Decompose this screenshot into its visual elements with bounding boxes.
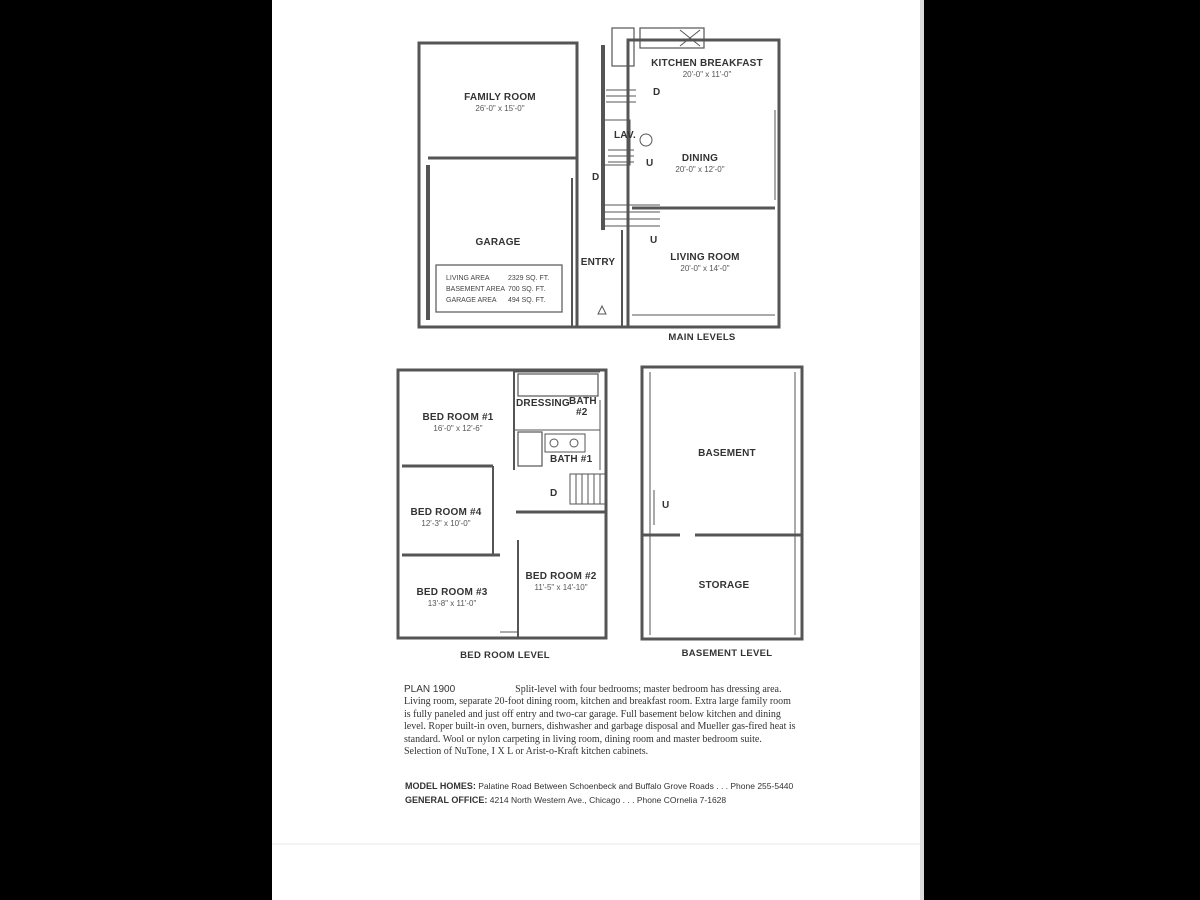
area-value-basement: 700 SQ. FT. bbox=[508, 286, 546, 293]
bed4-dims: 12'-3" x 10'-0" bbox=[421, 519, 471, 528]
main-levels-caption: MAIN LEVELS bbox=[668, 332, 736, 343]
bath2-number: #2 bbox=[576, 407, 588, 418]
bed1-dims: 16'-0" x 12'-6" bbox=[433, 424, 483, 433]
general-office-line bbox=[405, 795, 805, 805]
area-value-garage: 494 SQ. FT. bbox=[508, 297, 546, 304]
marker-d-bed: D bbox=[550, 488, 558, 499]
bed2-dims: 11'-5" x 14'-10" bbox=[534, 583, 588, 592]
dining-label: DINING bbox=[681, 153, 719, 164]
plan-description bbox=[404, 684, 796, 758]
bedroom-level-caption: BED ROOM LEVEL bbox=[460, 650, 550, 661]
model-homes-label: MODEL HOMES: bbox=[405, 781, 476, 791]
bed4-label: BED ROOM #4 bbox=[410, 507, 482, 518]
marker-u-basement: U bbox=[662, 500, 670, 511]
marker-d-main-2: D bbox=[592, 172, 600, 183]
family-room-dims: 26'-0" x 15'-0" bbox=[475, 104, 525, 113]
bed3-dims: 13'-8" x 11'-0" bbox=[427, 599, 477, 608]
dressing-label: DRESSING bbox=[516, 398, 570, 409]
basement-label: BASEMENT bbox=[698, 448, 756, 459]
bath2-label: BATH bbox=[569, 396, 597, 407]
bed2-label: BED ROOM #2 bbox=[525, 571, 597, 582]
plan-number: PLAN 1900 bbox=[404, 684, 456, 695]
area-value-living: 2329 SQ. FT. bbox=[508, 275, 550, 282]
living-room-dims: 20'-0" x 14'-0" bbox=[680, 264, 730, 273]
storage-label: STORAGE bbox=[698, 580, 750, 591]
dining-dims: 20'-0" x 12'-0" bbox=[675, 165, 725, 174]
garage-label: GARAGE bbox=[475, 237, 521, 248]
model-homes-text: Palatine Road Between Schoenbeck and Buffalo Grove Roads . . . Phone 255-5440 bbox=[478, 781, 794, 791]
kitchen-label: KITCHEN BREAKFAST bbox=[651, 58, 763, 69]
kitchen-dims: 20'-0" x 11'-0" bbox=[682, 70, 732, 79]
basement-level-caption: BASEMENT LEVEL bbox=[681, 648, 773, 659]
area-label-basement: BASEMENT AREA bbox=[446, 286, 506, 293]
general-office-label: GENERAL OFFICE: bbox=[405, 795, 488, 805]
area-label-garage: GARAGE AREA bbox=[446, 297, 497, 304]
family-room-label: FAMILY ROOM bbox=[464, 92, 536, 103]
marker-u-main-2: U bbox=[650, 235, 658, 246]
marker-u-main-1: U bbox=[646, 158, 654, 169]
general-office-text: 4214 North Western Ave., Chicago . . . Phone COrnelia 7-1628 bbox=[489, 795, 727, 805]
living-room-label: LIVING ROOM bbox=[670, 252, 740, 263]
lav-label: LAV. bbox=[614, 130, 636, 141]
entry-label: ENTRY bbox=[580, 257, 616, 268]
bed3-label: BED ROOM #3 bbox=[416, 587, 488, 598]
bed1-label: BED ROOM #1 bbox=[422, 412, 494, 423]
plan-description-text: Split-level with four bedrooms; master bedroom has dressing area. Living room, separate 20-foot dining room, kitchen and breakfast room. Extra large family room is fully paneled and just off entry and two-car garage. Full basement below kitchen and dining level. Roper built-in oven, burners, dishwasher and garbage disposal and Mueller gas-fired heat is standard. Wool or nylon carpeting in living room, dining room and master bedroom suite. Selection of NuTone, I X L or Arist-o-Kraft kitchen cabinets. bbox=[404, 684, 796, 758]
bath1-label: BATH #1 bbox=[550, 454, 593, 465]
model-homes-line bbox=[405, 781, 805, 791]
area-label-living: LIVING AREA bbox=[446, 275, 490, 282]
marker-d-main-1: D bbox=[653, 87, 661, 98]
